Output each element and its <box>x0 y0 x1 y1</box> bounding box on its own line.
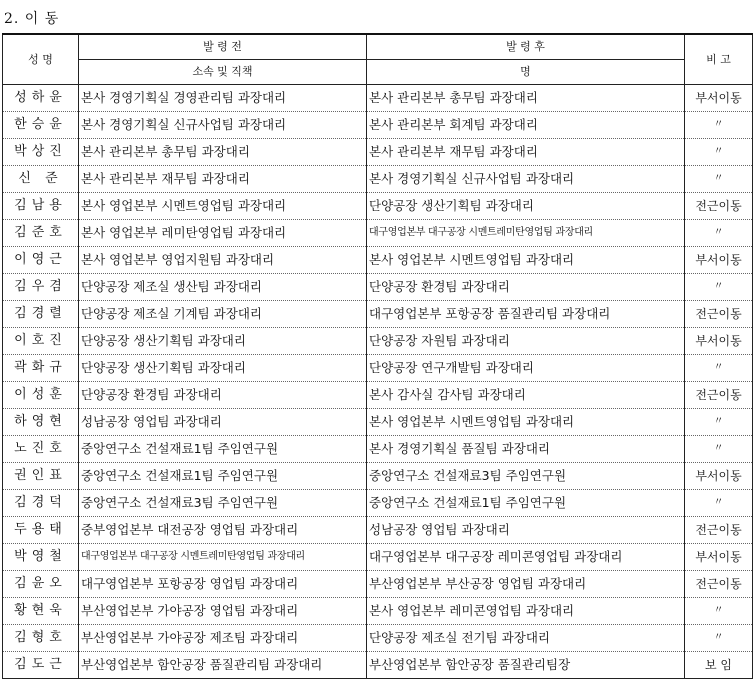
before-position: 부산영업본부 가야공장 영업팀 과장대리 <box>79 598 367 625</box>
employee-name: 권인표 <box>3 463 79 490</box>
before-position: 부산영업본부 함안공장 품질관리팀 과장대리 <box>79 652 367 679</box>
after-position: 단양공장 환경팀 과장대리 <box>367 274 685 301</box>
note: 〃 <box>685 139 753 166</box>
before-position: 중부영업본부 대전공장 영업팀 과장대리 <box>79 517 367 544</box>
note: 부서이동 <box>685 85 753 112</box>
before-position: 중앙연구소 건설재료1팀 주임연구원 <box>79 463 367 490</box>
employee-name: 두용태 <box>3 517 79 544</box>
before-position: 대구영업본부 포항공장 영업팀 과장대리 <box>79 571 367 598</box>
employee-name: 김준호 <box>3 220 79 247</box>
after-position: 대구영업본부 포항공장 품질관리팀 과장대리 <box>367 301 685 328</box>
table-row <box>3 139 753 166</box>
note: 보 임 <box>685 652 753 679</box>
after-position: 본사 관리본부 총무팀 과장대리 <box>367 85 685 112</box>
table-body <box>3 85 753 679</box>
after-position: 본사 영업본부 레미콘영업팀 과장대리 <box>367 598 685 625</box>
after-position: 본사 관리본부 회계팀 과장대리 <box>367 112 685 139</box>
transfer-table <box>2 33 753 679</box>
note: 〃 <box>685 166 753 193</box>
employee-name: 박상진 <box>3 139 79 166</box>
employee-name: 김윤오 <box>3 571 79 598</box>
employee-name: 신 준 <box>3 166 79 193</box>
note: 〃 <box>685 598 753 625</box>
note: 〃 <box>685 409 753 436</box>
employee-name: 김남용 <box>3 193 79 220</box>
note: 부서이동 <box>685 544 753 571</box>
note: 〃 <box>685 220 753 247</box>
after-position: 중앙연구소 건설재료1팀 주임연구원 <box>367 490 685 517</box>
note: 전근이동 <box>685 517 753 544</box>
before-position: 본사 경영기획실 경영관리팀 과장대리 <box>79 85 367 112</box>
header-subrow <box>3 60 753 85</box>
table-row <box>3 301 753 328</box>
table-row <box>3 598 753 625</box>
table-row <box>3 463 753 490</box>
note: 〃 <box>685 112 753 139</box>
employee-name: 노진호 <box>3 436 79 463</box>
after-position: 대구영업본부 대구공장 시멘트레미탄영업팀 과장대리 <box>367 220 685 247</box>
before-position: 본사 영업본부 시멘트영업팀 과장대리 <box>79 193 367 220</box>
after-position: 부산영업본부 함안공장 품질관리팀장 <box>367 652 685 679</box>
note: 〃 <box>685 274 753 301</box>
before-position: 본사 경영기획실 신규사업팀 과장대리 <box>79 112 367 139</box>
header-row <box>3 34 753 60</box>
employee-name: 성하윤 <box>3 85 79 112</box>
note: 전근이동 <box>685 301 753 328</box>
employee-name: 김경덕 <box>3 490 79 517</box>
before-position: 단양공장 환경팀 과장대리 <box>79 382 367 409</box>
before-position: 단양공장 생산기획팀 과장대리 <box>79 355 367 382</box>
after-position: 본사 감사실 감사팀 과장대리 <box>367 382 685 409</box>
employee-name: 김우겸 <box>3 274 79 301</box>
employee-name: 박영철 <box>3 544 79 571</box>
employee-name: 곽화규 <box>3 355 79 382</box>
header-note: 비 고 <box>685 34 753 85</box>
after-position: 본사 경영기획실 신규사업팀 과장대리 <box>367 166 685 193</box>
header-before-sub: 소속 및 직책 <box>79 60 367 85</box>
note: 전근이동 <box>685 382 753 409</box>
note: 〃 <box>685 625 753 652</box>
table-row <box>3 166 753 193</box>
employee-name: 하영현 <box>3 409 79 436</box>
after-position: 성남공장 영업팀 과장대리 <box>367 517 685 544</box>
after-position: 본사 영업본부 시멘트영업팀 과장대리 <box>367 409 685 436</box>
employee-name: 김도근 <box>3 652 79 679</box>
after-position: 단양공장 연구개발팀 과장대리 <box>367 355 685 382</box>
table-row <box>3 274 753 301</box>
employee-name: 이영근 <box>3 247 79 274</box>
note: 전근이동 <box>685 193 753 220</box>
before-position: 단양공장 제조실 생산팀 과장대리 <box>79 274 367 301</box>
before-position: 중앙연구소 건설재료3팀 주임연구원 <box>79 490 367 517</box>
before-position: 단양공장 생산기획팀 과장대리 <box>79 328 367 355</box>
note: 부서이동 <box>685 328 753 355</box>
employee-name: 김경렬 <box>3 301 79 328</box>
employee-name: 김형호 <box>3 625 79 652</box>
table-row <box>3 409 753 436</box>
note: 〃 <box>685 355 753 382</box>
header-before: 발 령 전 <box>79 34 367 60</box>
before-position: 단양공장 제조실 기계팀 과장대리 <box>79 301 367 328</box>
header-after: 발 령 후 <box>367 34 685 60</box>
before-position: 중앙연구소 건설재료1팀 주임연구원 <box>79 436 367 463</box>
after-position: 대구영업본부 대구공장 레미콘영업팀 과장대리 <box>367 544 685 571</box>
after-position: 중앙연구소 건설재료3팀 주임연구원 <box>367 463 685 490</box>
table-row <box>3 247 753 274</box>
table-row <box>3 220 753 247</box>
section-title: 2. 이 동 <box>4 11 60 27</box>
table-row <box>3 85 753 112</box>
after-position: 본사 경영기획실 품질팀 과장대리 <box>367 436 685 463</box>
after-position: 부산영업본부 부산공장 영업팀 과장대리 <box>367 571 685 598</box>
employee-name: 황현욱 <box>3 598 79 625</box>
after-position: 단양공장 생산기획팀 과장대리 <box>367 193 685 220</box>
table-row <box>3 193 753 220</box>
header-name: 성 명 <box>3 34 79 85</box>
note: 부서이동 <box>685 247 753 274</box>
before-position: 대구영업본부 대구공장 시멘트레미탄영업팀 과장대리 <box>79 544 367 571</box>
before-position: 부산영업본부 가야공장 제조팀 과장대리 <box>79 625 367 652</box>
after-position: 단양공장 제조실 전기팀 과장대리 <box>367 625 685 652</box>
after-position: 본사 영업본부 시멘트영업팀 과장대리 <box>367 247 685 274</box>
table-row <box>3 517 753 544</box>
before-position: 본사 영업본부 레미탄영업팀 과장대리 <box>79 220 367 247</box>
employee-name: 한승윤 <box>3 112 79 139</box>
table-row <box>3 652 753 679</box>
after-position: 단양공장 자원팀 과장대리 <box>367 328 685 355</box>
note: 부서이동 <box>685 463 753 490</box>
note: 전근이동 <box>685 571 753 598</box>
before-position: 본사 관리본부 재무팀 과장대리 <box>79 166 367 193</box>
table-row <box>3 382 753 409</box>
header-after-sub: 명 <box>367 60 685 85</box>
note: 〃 <box>685 490 753 517</box>
table-row <box>3 112 753 139</box>
employee-name: 이성훈 <box>3 382 79 409</box>
note: 〃 <box>685 436 753 463</box>
table-row <box>3 328 753 355</box>
table-row <box>3 436 753 463</box>
table-row <box>3 571 753 598</box>
table-row <box>3 544 753 571</box>
table-row <box>3 490 753 517</box>
employee-name: 이호진 <box>3 328 79 355</box>
before-position: 성남공장 영업팀 과장대리 <box>79 409 367 436</box>
table-row <box>3 355 753 382</box>
after-position: 본사 관리본부 재무팀 과장대리 <box>367 139 685 166</box>
before-position: 본사 영업본부 영업지원팀 과장대리 <box>79 247 367 274</box>
table-row <box>3 625 753 652</box>
before-position: 본사 관리본부 총무팀 과장대리 <box>79 139 367 166</box>
